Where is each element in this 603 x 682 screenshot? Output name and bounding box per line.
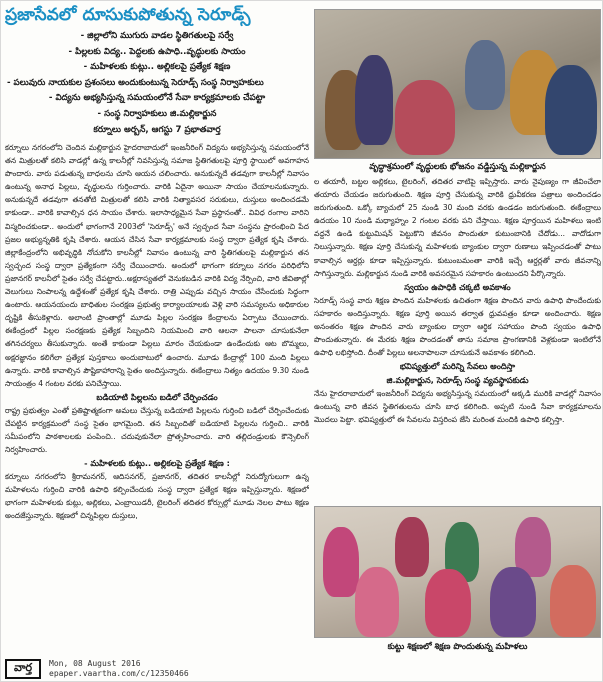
dateline: కర్నూలు అర్బన్, ఆగస్టు 7 ప్రభాతవార్త — [93, 124, 221, 135]
headline: ప్రజాసేవలో దూసుకుపోతున్న సెరూడ్స్ — [5, 5, 251, 25]
photo-figure — [395, 80, 455, 155]
photo-figure — [323, 527, 359, 597]
vaartha-logo: వార్త — [5, 659, 41, 679]
photo-figure — [395, 517, 429, 577]
bullet-item: - పిల్లలకు విద్య.. పెద్దలకు ఉపాధి..వృద్ధులకు సాయం — [68, 46, 246, 57]
bullet-item: - పలువురు నాయకుల ప్రశంసలు అందుకుంటున్న సెరూడ్స్ సంస్థ నిర్వాహకులు — [7, 77, 264, 88]
photo-caption: వృద్ధాశ్రమంలో వృద్ధులకు భోజనం వడ్డిస్తున్న మల్లికార్జున — [369, 161, 546, 171]
article-column-left — [5, 141, 309, 653]
photo-figure — [355, 55, 393, 145]
paragraph: రాష్ట్ర ప్రభుత్వం ఎంతో ప్రతిష్టాత్మకంగా అమలు చేస్తున్న బడియాటి పిల్లలను గుర్తించి బడిలో చేర్పించేందుకు చేపట్టిన కార్యక్రమంలో సంస్థ సైతం భాగమైంది. తన సిబ్బందితో బడియాటి పిల్లలను గుర్తించి.. వారికి సమీపంలోని పాఠశాలలకు పంపించి.. చదువుకునేలా ప్రోత్సహించారు. వారి తల్లిదండ్రులకు కౌన్సెలింగ్ నిర్వహించారు. — [5, 405, 309, 455]
epaper-footer — [1, 655, 603, 682]
footer-date: Mon, 08 August 2016 — [49, 659, 141, 668]
subheading: భవిష్యత్తులో మరిన్ని సేవలు అందిస్తా — [399, 361, 516, 372]
bullet-item: - మహిళలకు కుట్లు.. అల్లికలపై ప్రత్యేక శిక్షణ — [83, 62, 231, 73]
paragraph: కర్నూలు నగరంలోని చెందిన మల్లికార్జున హైదరాబాదులో ఇంజనీరింగ్ విద్యను అభ్యసిస్తున్న సమయంలోనే తన మిత్రులతో కలిసి వాడల్లో ఉన్న కాలనీల్లో నివసిస్తున్న సమాజ స్థితిగతులపై పూర్తి స్థాయిలో అవగాహన పొందారు. వారు పడుతున్న బాధలను చూసి ఆయన చలించారు. అనుకున్నదే తడవుగా కాలనీల్లో నివాసం ఉంటున్న అనాధ పిల్లలు, వృద్ధులను గుర్తించారు. వారికి ఏదైనా అయినా సాయం చేయాలనుకున్నారు. అనుకున్నదే తడవుగా తనతోటి మిత్రులతో కలిసి వారికి నిత్యావసర సరుకులు, దుస్తులు అందించడమే కాకుండా.. వారికి కావాల్సిన ధన సాయం చేశారు. ఇలాసాధ్యమైన సేవా ప్రస్థానంతో.. వివిధ రంగాల వారిని విస్మరించకుండా.. అందులో భాగంగానే 2003లో 'సెరూడ్స్' అనే స్వచ్ఛంద సేవా సంస్థను ప్రారంభించి పేద ప్రజల అభ్యున్నతికి కృషి చేశారు. ఆయన చేసిన సేవా కార్యక్రమాలకు సంస్థ ద్వారా ప్రత్యేక కృషి చేశారు. జిల్లాకేంద్రంలోని అభివృద్ధికి నోచుకోని కాలనీల్లో నివాసం ఉంటున్న వారి స్థితిగతులపై మల్లికార్జున తన స్వచ్ఛంద సంస్థ ద్వారా ప్రత్యేకంగా సర్వే చేయించారు. అందులో భాగంగా కర్నూలు నగరం పరిధిలోని ప్రజానగర్ కాలనీలో సైతం సర్వే చేపట్టారు..అక్షరాస్యతలో వెనుకబడిన వారికి విద్య నేర్పించి, వారి జీవితాల్లో వెలుగులు నింపాలన్న ఉద్దేశంతో ప్రత్యేక కృషి చేశారు. రాత్రి ఎప్పుడు వచ్చిన సాయం చేసేందుకు సిద్ధంగా ఉంటారు. ఆయనయందు బాధితుల సంరక్షణ ప్రభుత్వ కార్యాలయాలకు వెళ్లి వారి సమస్యలను అధికారుల దృష్టికి తీసుకెళ్లారు. అలాంటి ప్రాంతాల్లో మూడు పిల్లల సంరక్షణ కేంద్రాలను ఏర్పాటు చేయించారు. ఈకేంద్రంలో పిల్లల సంరక్షణకు ప్రత్యేక సిబ్బందిని నియమించి వారి ఆలనా పాలనా చూసుకునేలా తగినచర్యలు తీసుకున్నారు. అంతే కాకుండా పిల్లలు మారం చేయకుండా ఉండేందుకు ఆట బొమ్మలు, అక్షరజ్ఞానం కలిగేలా ప్రత్యేక పుస్తకాలు అందుబాటులో ఉంచారు. మూడు కేంద్రాల్లో 100 మంది పిల్లలు ఉన్నారు. వారికి కావాల్సిన పౌష్టికాహారాన్ని సైతం అందిస్తున్నారు. ఈకేంద్రాలు నిత్యం ఉదయం 9.30 నుండి సాయంత్రం 4 గంటల వరకు పనిచేస్తాయి. — [5, 143, 309, 388]
paragraph: కర్నూలు నగరంలోని శ్రీరామనగర్, ఆదిసనగర్, ప్రజానగర్, తదితర కాలనీల్లో నిరుద్యోగులుగా ఉన్న మహిళలను గుర్తించి వారికి ఉపాధి కల్పించేందుకు సంస్థ ద్వారా ప్రత్యేక శిక్షణ ఇప్పిస్తున్నారు. శిక్షణలో భాగంగా మహిళలకు కుట్లు, అల్లికలు, ఎంబ్రాయిడరీ, టైలరింగ్ తదితర కోర్సుల్లో మూడు నెలల పాటు శిక్షణ అందజేస్తున్నారు. శిక్షణలో చిన్నపిల్లల దుస్తులు, — [5, 472, 309, 521]
photo-figure — [545, 65, 597, 155]
footer-meta — [49, 659, 189, 679]
article-column-right — [314, 175, 601, 503]
bullet-item: - జిల్లాలోని ముగురు వాడల స్థితిగతులపై సర్వే — [80, 31, 234, 41]
photo-figure — [355, 567, 399, 637]
photo-figure — [425, 569, 471, 637]
photo-caption: కుట్టు శిక్షణలో శిక్షణ పొందుతున్న మహిళలు — [387, 641, 528, 651]
paragraph: నేను హైదరాబాదులో ఇంజనీరింగ్ విద్యను అభ్యసిస్తున్న సమయంలో అక్కడి మురికి వాడల్లో నివాసం ఉంటున్న వారి జీవన స్థితిగతులను చూసి బాధ కలిగింది. అప్పటి నుండి సేవా కార్యక్రమాలను మొదలు పెట్టా. భవిష్యత్తులో ఈ సేవలను విస్తరింప జేసి మరింత మందికి ఉపాధి కల్పిస్తా. — [314, 389, 601, 425]
photo-elderly-meal — [314, 9, 601, 159]
photo-tailoring-training — [314, 506, 601, 638]
bullet-item: - విద్యను అభ్యసిస్తున్న సమయంలోనే సేవా కార్యక్రమాలకు చేపట్టా — [48, 93, 266, 104]
footer-url[interactable]: epaper.vaartha.com/c/12350466 — [49, 669, 189, 678]
subheading: స్వయం ఉపాధికి చక్కటి అవకాశం — [404, 281, 511, 292]
bullet-item: - సంస్థ నిర్వాహకులు జి.మల్లికార్జున — [97, 108, 217, 119]
subheading: జి.మల్లికార్జున, సెరూడ్స్ సంస్థ వ్యవస్థాపకుడు — [386, 375, 529, 386]
subheading: బడియాటి పిల్లలను బడిలో చేర్పించడం — [96, 391, 218, 402]
photo-figure — [490, 567, 536, 637]
paragraph: ల తయారీ, బట్టల అల్లికలు, టైలరింగ్, తదితర వాటిపై ఇప్పిస్తారు. వారు నైపుణ్యం గా జీవించేలా తయారు చేయడం జరుగుతుంది. శిక్షణ పూర్తి చేసుకున్న వారికి ధ్రువీకరణ పత్రాలు అందించడం జరుగుతుంది. ఒక్కో బ్యాచులో 25 నుండి 30 మంది వరకు ఉండడం జరుగుతుంది. ఈకేంద్రాలు ఉదయం 10 నుండి మధ్యాహ్నం 2 గంటల వరకు పని చేస్తాయి. శిక్షణ పూర్తయిన మహిళలు ఇంటి వద్దనే ఉండి కుట్టుమిషన్ పెట్టుకొని జీవనం పొందుతూ కుటుంబానికి చేదోడు... వాదోడుగా నిలుస్తున్నారు. శిక్షణ పూర్తి చేసుకున్న మహిళలకు బ్యాంకుల ద్వారా రుణాలు ఇప్పించడంతో పాటు కావాల్సిన ఆర్డర్లు కూడా ఇప్పిస్తున్నారు. కుటుంబమంతా వారికి ఇచ్చే ఆర్డర్లతో వారు జీవనాన్ని సాగిస్తున్నారు. మల్లికార్జున నుండి వారికి అవసరమైన సహకారం ఉంటుందని పేర్కొన్నారు. — [314, 177, 601, 278]
photo-figure — [550, 565, 596, 637]
bullet-list — [5, 29, 309, 138]
photo-figure — [465, 40, 505, 110]
paragraph: సెరూడ్స్ సంస్థ వారు శిక్షణ పొందిన మహిళలకు ఉచితంగా శిక్షణ పొందిన వారు ఉపాధి పొందేందుకు సహకారం అందిస్తున్నారు. శిక్షణ పూర్తి అయిన తర్వాత ధ్రువపత్రం కూడా అందించారు. శిక్షణ అనంతరం శిక్షణ పొందిన వారు బ్యాంకుల ద్వారా ఆర్థిక సహాయం పొంది స్వయం ఉపాధి పొందుతున్నారు. ఈ మేరకు శిక్షణ పొందడంతో తాను సమాజ ప్రాంగణానికి వెళ్లకుండా ఇంటిలోనే ఉపాధి లభిస్తోంది. దీంతో పిల్లలు అలనాపాలనా చూసుకునే అవకాశం కలిగింది. — [314, 295, 601, 358]
subheading: - మహిళలకు కుట్లు.. అల్లికలపై ప్రత్యేక శిక్షణ : — [84, 458, 230, 469]
